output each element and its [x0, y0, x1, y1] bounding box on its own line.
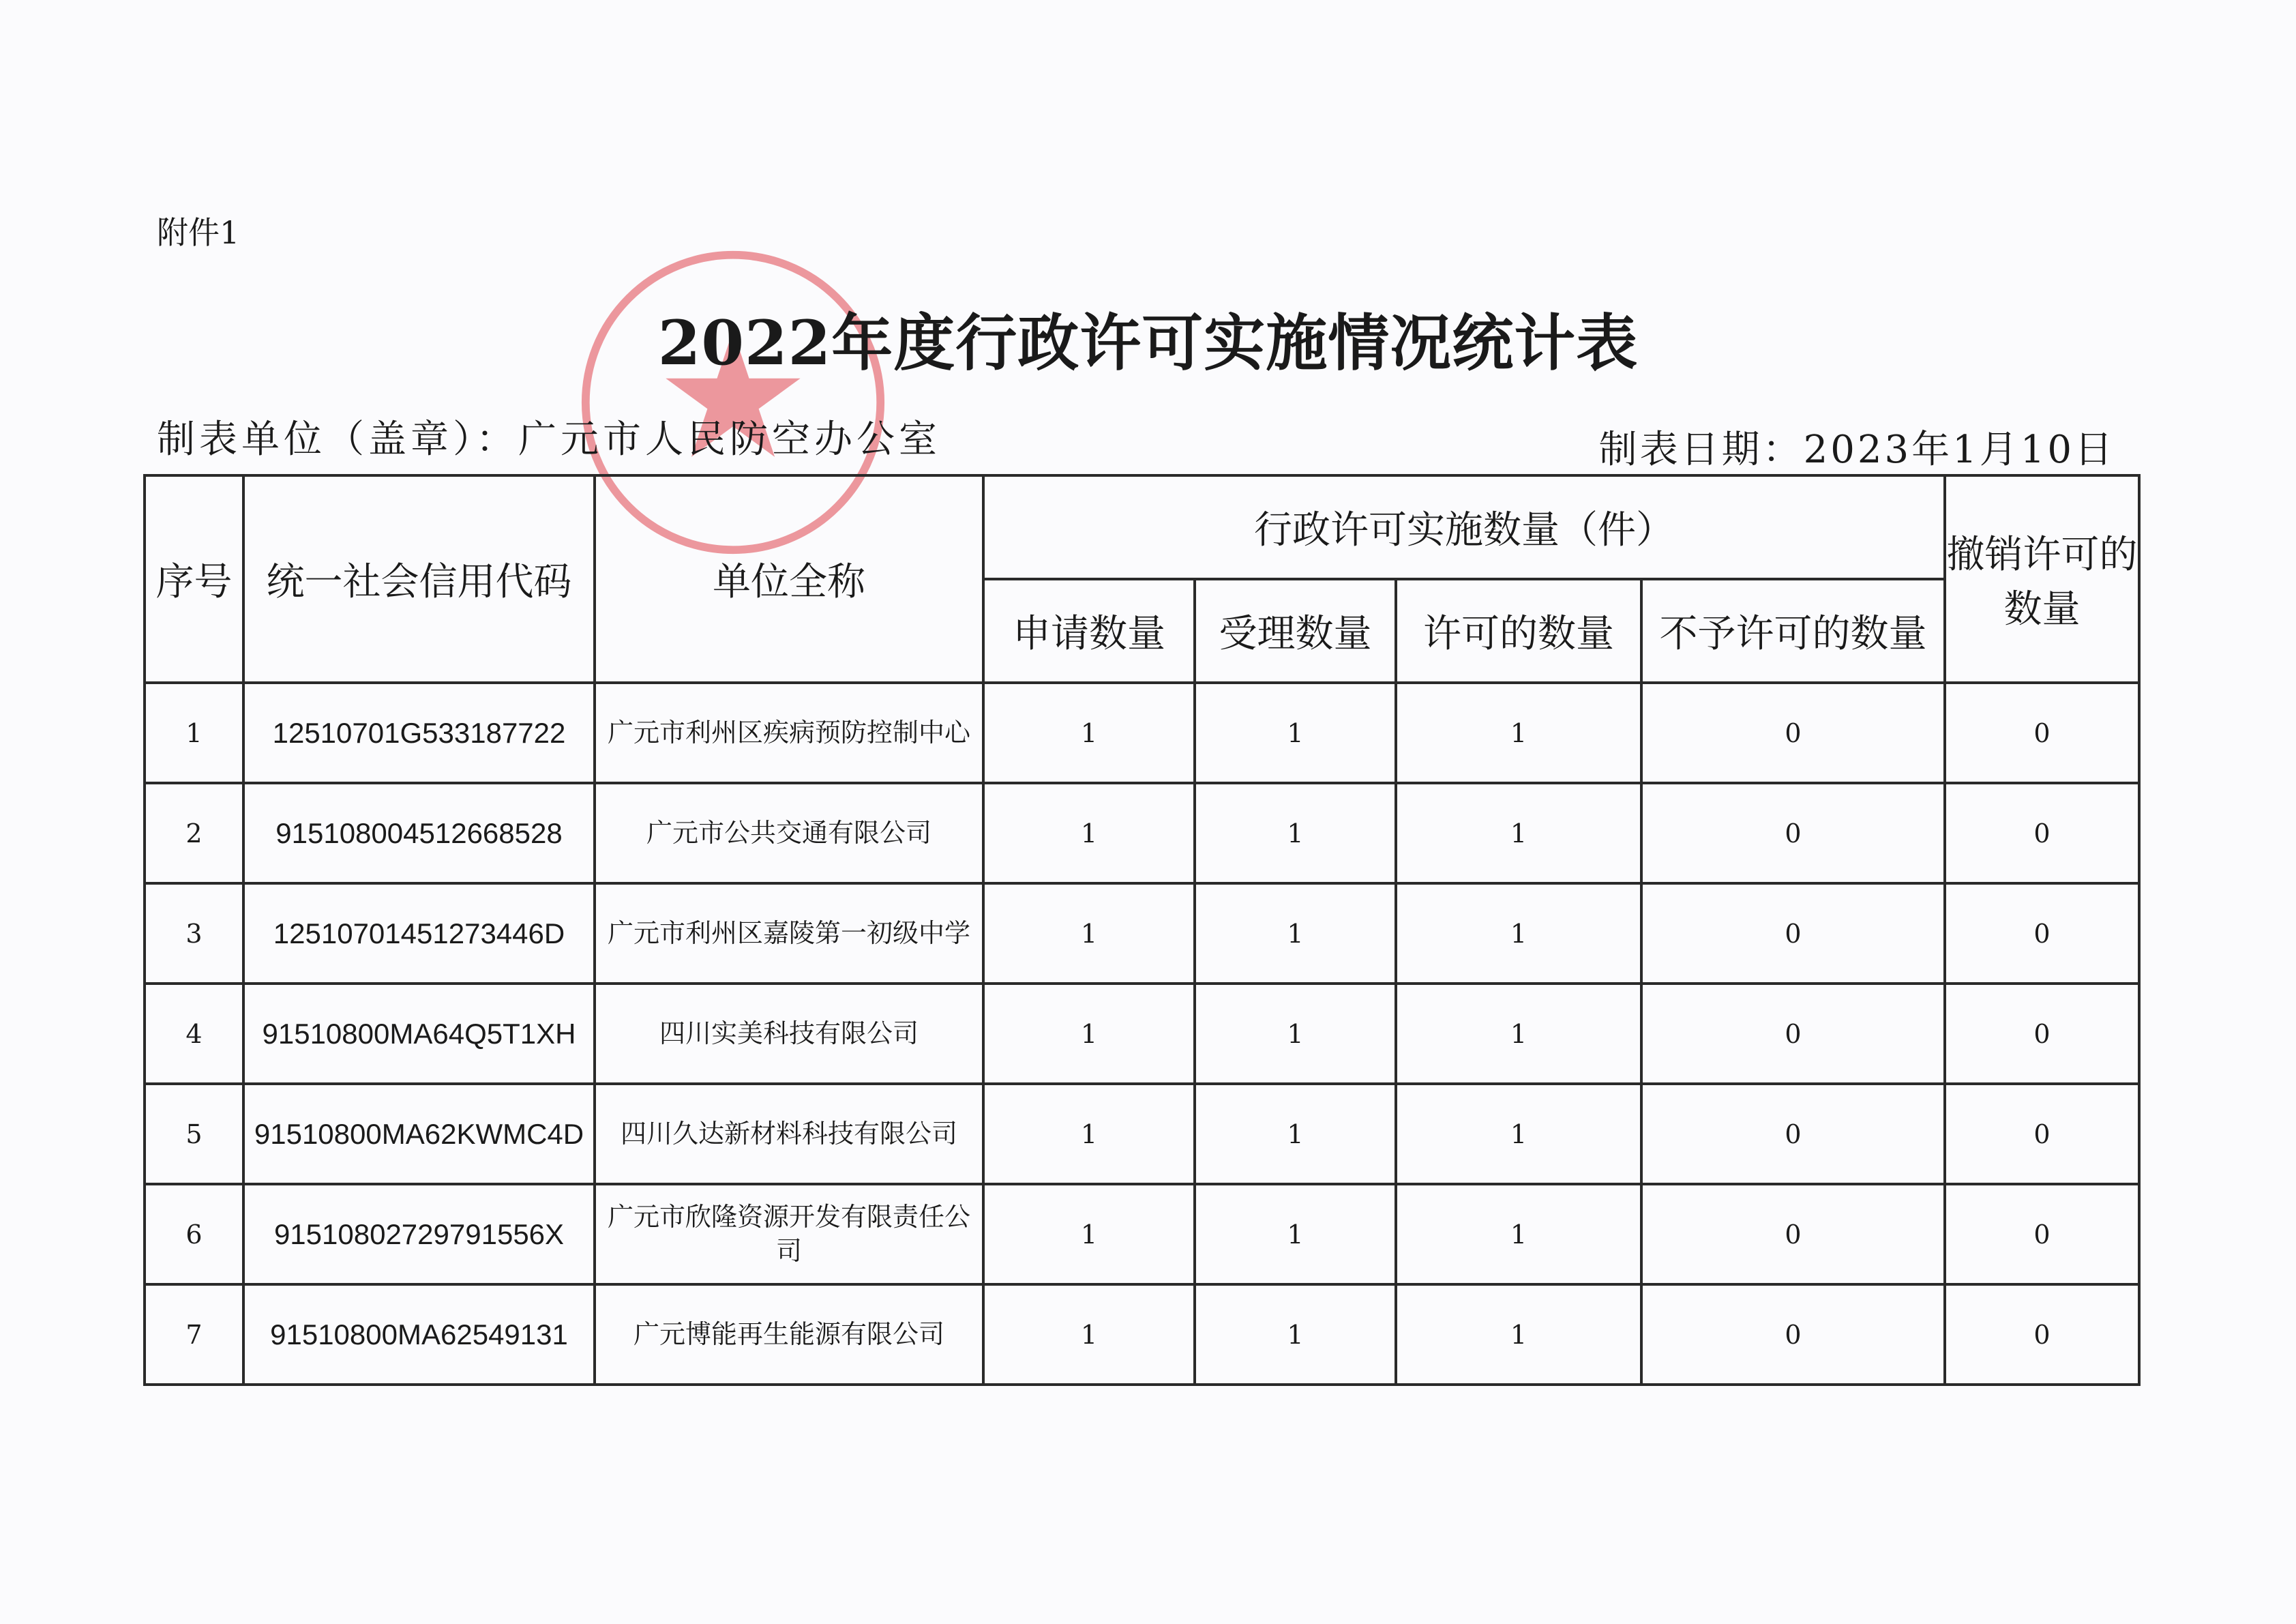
- cell-apply: 1: [983, 984, 1195, 1084]
- cell-credit-code: 91510800MA62549131: [243, 1284, 595, 1385]
- cell-accept: 1: [1195, 1184, 1396, 1284]
- cell-unit-name: 四川实美科技有限公司: [595, 984, 983, 1084]
- cell-unit-name: 广元博能再生能源有限公司: [595, 1284, 983, 1385]
- cell-unit-name: 广元市利州区疾病预防控制中心: [595, 683, 983, 783]
- cell-deny: 0: [1641, 883, 1945, 984]
- attachment-label: 附件1: [157, 214, 240, 251]
- cell-accept: 1: [1195, 1284, 1396, 1385]
- cell-deny: 0: [1641, 1084, 1945, 1184]
- cell-seq: 4: [145, 984, 243, 1084]
- cell-credit-code: 12510701451273446D: [243, 883, 595, 984]
- cell-unit-name: 广元市公共交通有限公司: [595, 783, 983, 883]
- cell-seq: 5: [145, 1084, 243, 1184]
- cell-revoke: 0: [1945, 783, 2139, 883]
- table-row: [145, 984, 2139, 1084]
- cell-seq: 1: [145, 683, 243, 783]
- header-unit-name: 单位全称: [595, 475, 983, 683]
- cell-credit-code: 915108004512668528: [243, 783, 595, 883]
- cell-permit: 1: [1396, 984, 1641, 1084]
- table-row: [145, 683, 2139, 783]
- cell-deny: 0: [1641, 1284, 1945, 1385]
- cell-permit: 1: [1396, 1084, 1641, 1184]
- cell-permit: 1: [1396, 883, 1641, 984]
- cell-credit-code: 12510701G533187722: [243, 683, 595, 783]
- cell-unit-name: 四川久达新材料科技有限公司: [595, 1084, 983, 1184]
- header-revoke: 撤销许可的数量: [1945, 475, 2139, 683]
- cell-revoke: 0: [1945, 1284, 2139, 1385]
- cell-seq: 7: [145, 1284, 243, 1385]
- cell-unit-name: 广元市欣隆资源开发有限责任公司: [595, 1184, 983, 1284]
- cell-credit-code: 91510800MA64Q5T1XH: [243, 984, 595, 1084]
- header-implementation-group: 行政许可实施数量（件）: [983, 475, 1945, 579]
- permit-statistics-table: [143, 474, 2141, 1386]
- table-row: [145, 783, 2139, 883]
- header-apply: 申请数量: [983, 579, 1195, 683]
- header-permit: 许可的数量: [1396, 579, 1641, 683]
- cell-unit-name: 广元市利州区嘉陵第一初级中学: [595, 883, 983, 984]
- issue-date: 制表日期：2023年1月10日: [1598, 428, 2115, 472]
- header-seq: 序号: [145, 475, 243, 683]
- cell-credit-code: 91510802729791556X: [243, 1184, 595, 1284]
- cell-apply: 1: [983, 883, 1195, 984]
- cell-revoke: 0: [1945, 1184, 2139, 1284]
- cell-deny: 0: [1641, 683, 1945, 783]
- cell-apply: 1: [983, 1184, 1195, 1284]
- cell-apply: 1: [983, 683, 1195, 783]
- cell-permit: 1: [1396, 783, 1641, 883]
- cell-deny: 0: [1641, 984, 1945, 1084]
- issuing-unit: 制表单位（盖章）：广元市人民防空办公室: [157, 417, 941, 462]
- cell-accept: 1: [1195, 683, 1396, 783]
- cell-seq: 6: [145, 1184, 243, 1284]
- cell-revoke: 0: [1945, 683, 2139, 783]
- cell-credit-code: 91510800MA62KWMC4D: [243, 1084, 595, 1184]
- cell-accept: 1: [1195, 783, 1396, 883]
- table-row: [145, 1084, 2139, 1184]
- table-row: [145, 1184, 2139, 1284]
- table-row: [145, 883, 2139, 984]
- cell-seq: 2: [145, 783, 243, 883]
- cell-accept: 1: [1195, 883, 1396, 984]
- header-deny: 不予许可的数量: [1641, 579, 1945, 683]
- cell-apply: 1: [983, 783, 1195, 883]
- cell-deny: 0: [1641, 1184, 1945, 1284]
- header-accept: 受理数量: [1195, 579, 1396, 683]
- cell-accept: 1: [1195, 984, 1396, 1084]
- cell-deny: 0: [1641, 783, 1945, 883]
- table-row: [145, 1284, 2139, 1385]
- cell-revoke: 0: [1945, 1084, 2139, 1184]
- cell-permit: 1: [1396, 683, 1641, 783]
- header-credit-code: 统一社会信用代码: [243, 475, 595, 683]
- cell-revoke: 0: [1945, 984, 2139, 1084]
- page-title: 2022年度行政许可实施情况统计表: [657, 307, 1639, 379]
- cell-permit: 1: [1396, 1184, 1641, 1284]
- cell-accept: 1: [1195, 1084, 1396, 1184]
- cell-apply: 1: [983, 1084, 1195, 1184]
- cell-permit: 1: [1396, 1284, 1641, 1385]
- cell-seq: 3: [145, 883, 243, 984]
- cell-apply: 1: [983, 1284, 1195, 1385]
- cell-revoke: 0: [1945, 883, 2139, 984]
